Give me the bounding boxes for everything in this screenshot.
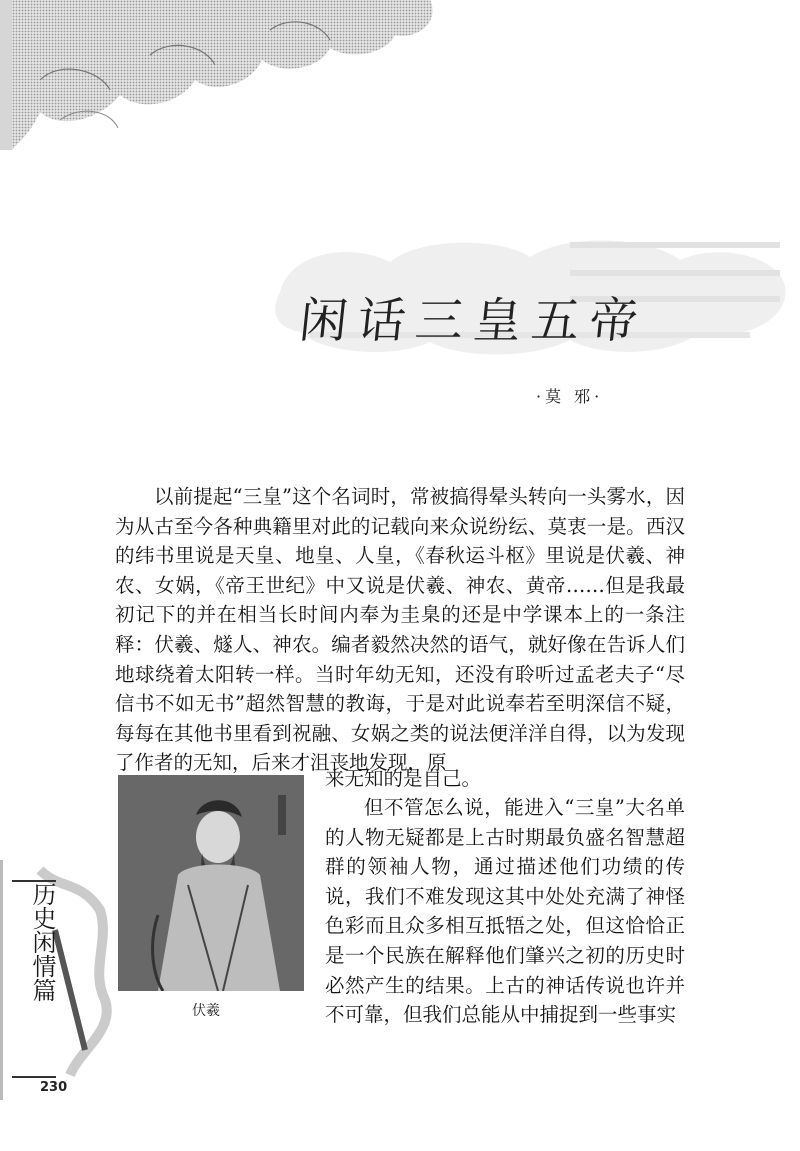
article-author: ·莫 邪· xyxy=(536,387,604,406)
decorative-cloud-top xyxy=(0,0,440,160)
figure-caption: 伏羲 xyxy=(192,1003,220,1019)
page-number: 230 xyxy=(40,1080,68,1095)
paragraph-2: 但不管怎么说，能进入“三皇”大名单的人物无疑都是上古时期最负盛名智慧超群的领袖人物，通过描述他们功绩的传说，我们不难发现这其中处处充满了神怪色彩而且众多相互抵牾之处，但这恰恰正是一个民族在解释他们肇兴之初的历史时必然产生的结果。上古的神话传说也许并不可靠，但我们总能从中捕捉到一些事实 xyxy=(325,796,685,1027)
sidebar-rule-bottom xyxy=(12,1076,56,1078)
fuxi-portrait-image xyxy=(118,775,304,991)
sidebar-section-label: 历史闲情篇 xyxy=(28,882,56,1002)
article-title: 闲话三皇五帝 xyxy=(296,293,651,349)
paragraph-1-tail: 来无知的是自己。 xyxy=(325,767,482,790)
page-edge-shadow xyxy=(0,860,3,1100)
paragraph-1: 以前提起“三皇”这个名词时，常被搞得晕头转向一头雾水，因为从古至今各种典籍里对此的记载向来众说纷纭、莫衷一是。西汉的纬书里说是天皇、地皇、人皇，《春秋运斗枢》里说是伏羲、神农、女娲，《帝王世纪》中又说是伏羲、神农、黄帝……但是我最初记下的并在相当长时间内奉为圭臬的还是中学课本上的一条注释：伏羲、燧人、神农。编者毅然决然的语气，就好像在告诉人们地球绕着太阳转一样。当时年幼无知，还没有聆听过孟老夫子“尽信书不如无书”超然智慧的教诲，于是对此说奉若至明深信不疑，每每在其他书里看到祝融、女娲之类的说法便洋洋自得，以为发现了作者的无知，后来才沮丧地发现，原 xyxy=(115,485,685,775)
